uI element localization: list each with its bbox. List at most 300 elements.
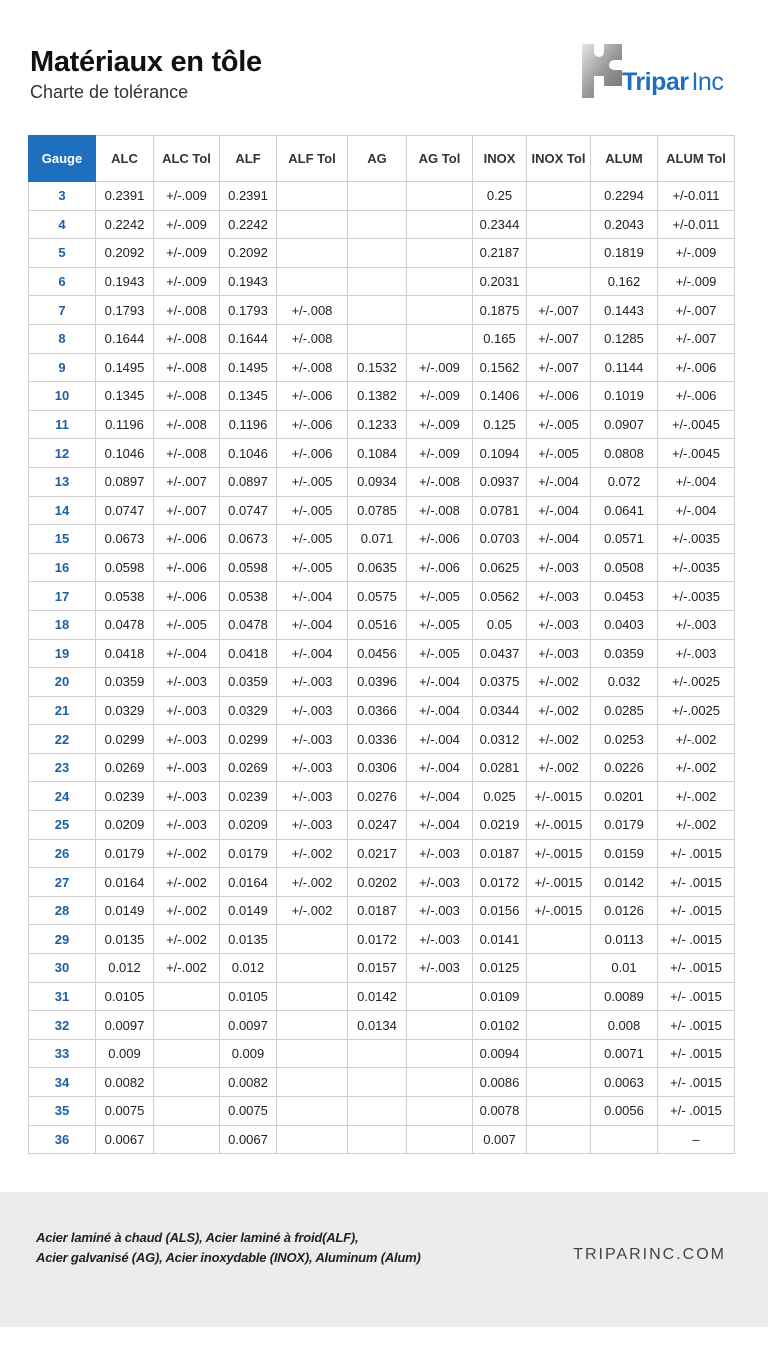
cell-alc: 0.1644 (96, 324, 154, 353)
cell-ag-tol (407, 210, 473, 239)
cell-ag (348, 1039, 407, 1068)
cell-inox-tol: +/-.005 (527, 439, 591, 468)
cell-alc-tol: +/-.002 (154, 839, 220, 868)
cell-alf-tol (277, 1125, 348, 1154)
cell-alf-tol: +/-.006 (277, 410, 348, 439)
cell-ag-tol: +/-.009 (407, 382, 473, 411)
cell-inox: 0.0562 (473, 582, 527, 611)
table-row (29, 725, 735, 754)
cell-alc-tol: +/-.002 (154, 868, 220, 897)
cell-ag: 0.0516 (348, 610, 407, 639)
cell-alf-tol: +/-.003 (277, 668, 348, 697)
cell-ag: 0.0934 (348, 467, 407, 496)
cell-gauge: 12 (29, 439, 96, 468)
cell-alc: 0.1495 (96, 353, 154, 382)
cell-alum-tol: +/- .0015 (658, 839, 735, 868)
cell-alc-tol: +/-.006 (154, 553, 220, 582)
cell-ag: 0.0306 (348, 753, 407, 782)
cell-alum: 0.0126 (591, 896, 658, 925)
cell-alf-tol: +/-.003 (277, 753, 348, 782)
cell-alum: 0.1443 (591, 296, 658, 325)
cell-alf: 0.0329 (220, 696, 277, 725)
cell-alf: 0.1943 (220, 267, 277, 296)
cell-alum-tol: +/- .0015 (658, 1068, 735, 1097)
table-row (29, 410, 735, 439)
cell-alum-tol: +/-.0035 (658, 525, 735, 554)
cell-inox-tol: +/-.0015 (527, 868, 591, 897)
cell-alf-tol (277, 1011, 348, 1040)
cell-alum-tol: +/-.0025 (658, 668, 735, 697)
cell-ag-tol: +/-.008 (407, 467, 473, 496)
cell-inox: 0.0172 (473, 868, 527, 897)
cell-inox-tol: +/-.003 (527, 553, 591, 582)
cell-alum: 0.0359 (591, 639, 658, 668)
cell-alf: 0.0478 (220, 610, 277, 639)
cell-alum: 0.0201 (591, 782, 658, 811)
cell-alc-tol: +/-.009 (154, 267, 220, 296)
cell-ag-tol: +/-.009 (407, 439, 473, 468)
cell-ag (348, 267, 407, 296)
cell-alf: 0.0067 (220, 1125, 277, 1154)
table-row (29, 467, 735, 496)
logo-brand-text: Tripar (622, 68, 689, 96)
cell-ag-tol: +/-.005 (407, 610, 473, 639)
cell-inox: 0.1406 (473, 382, 527, 411)
cell-alc: 0.2092 (96, 239, 154, 268)
cell-ag: 0.0635 (348, 553, 407, 582)
cell-alc-tol: +/-.002 (154, 954, 220, 983)
cell-inox-tol: +/-.006 (527, 382, 591, 411)
cell-inox: 0.0102 (473, 1011, 527, 1040)
cell-alum: 0.1144 (591, 353, 658, 382)
cell-alum-tol: +/- .0015 (658, 982, 735, 1011)
cell-inox-tol (527, 1068, 591, 1097)
cell-alum: 0.01 (591, 954, 658, 983)
cell-inox: 0.0281 (473, 753, 527, 782)
cell-ag-tol (407, 1068, 473, 1097)
cell-alum: 0.162 (591, 267, 658, 296)
cell-alc: 0.0747 (96, 496, 154, 525)
cell-gauge: 20 (29, 668, 96, 697)
cell-alf-tol: +/-.003 (277, 696, 348, 725)
cell-inox: 0.2187 (473, 239, 527, 268)
cell-ag (348, 1125, 407, 1154)
logo-inc-text: Inc (691, 68, 724, 96)
cell-alf: 0.0239 (220, 782, 277, 811)
cell-alc-tol: +/-.003 (154, 782, 220, 811)
cell-alum-tol: +/-.0045 (658, 410, 735, 439)
cell-inox-tol: +/-.004 (527, 467, 591, 496)
cell-alf-tol: +/-.006 (277, 439, 348, 468)
cell-alc: 0.1793 (96, 296, 154, 325)
cell-gauge: 5 (29, 239, 96, 268)
cell-alc: 0.1196 (96, 410, 154, 439)
col-header-ag: AG (348, 136, 407, 182)
cell-alum-tol: +/-0.011 (658, 210, 735, 239)
cell-alc: 0.0209 (96, 811, 154, 840)
cell-inox: 0.0078 (473, 1097, 527, 1126)
cell-inox-tol: +/-.002 (527, 696, 591, 725)
cell-gauge: 16 (29, 553, 96, 582)
cell-alc-tol: +/-.006 (154, 582, 220, 611)
cell-ag-tol: +/-.005 (407, 639, 473, 668)
cell-ag (348, 239, 407, 268)
cell-alum-tol: +/-.003 (658, 639, 735, 668)
cell-ag-tol: +/-.003 (407, 868, 473, 897)
cell-alf-tol: +/-.003 (277, 725, 348, 754)
cell-inox-tol: +/-.003 (527, 610, 591, 639)
cell-inox-tol: +/-.007 (527, 353, 591, 382)
cell-gauge: 22 (29, 725, 96, 754)
page-subtitle: Charte de tolérance (30, 82, 189, 102)
cell-gauge: 14 (29, 496, 96, 525)
cell-alc-tol (154, 1068, 220, 1097)
cell-alc-tol: +/-.003 (154, 811, 220, 840)
cell-alf: 0.0164 (220, 868, 277, 897)
col-header-alum: ALUM (591, 136, 658, 182)
cell-alum (591, 1125, 658, 1154)
cell-ag-tol: +/-.003 (407, 896, 473, 925)
cell-inox: 0.0187 (473, 839, 527, 868)
cell-alf: 0.1495 (220, 353, 277, 382)
cell-gauge: 15 (29, 525, 96, 554)
cell-alum: 0.0453 (591, 582, 658, 611)
cell-alum: 0.008 (591, 1011, 658, 1040)
cell-inox: 0.25 (473, 182, 527, 211)
cell-alf-tol: +/-.006 (277, 382, 348, 411)
cell-alc-tol (154, 1011, 220, 1040)
cell-alum: 0.1819 (591, 239, 658, 268)
col-header-alf-tol: ALF Tol (277, 136, 348, 182)
cell-inox: 0.0703 (473, 525, 527, 554)
cell-ag: 0.0336 (348, 725, 407, 754)
cell-alc: 0.0149 (96, 896, 154, 925)
cell-alf: 0.1046 (220, 439, 277, 468)
table-row (29, 1125, 735, 1154)
cell-alf: 0.1644 (220, 324, 277, 353)
cell-inox: 0.0375 (473, 668, 527, 697)
cell-alc-tol: +/-.009 (154, 239, 220, 268)
cell-gauge: 11 (29, 410, 96, 439)
cell-alf-tol: +/-.002 (277, 896, 348, 925)
cell-alum: 0.0571 (591, 525, 658, 554)
cell-inox: 0.1562 (473, 353, 527, 382)
cell-inox-tol: +/-.002 (527, 753, 591, 782)
cell-alc: 0.0329 (96, 696, 154, 725)
col-header-alum-tol: ALUM Tol (658, 136, 735, 182)
cell-alc: 0.0082 (96, 1068, 154, 1097)
col-header-alc: ALC (96, 136, 154, 182)
cell-ag-tol: +/-.004 (407, 668, 473, 697)
cell-ag: 0.0172 (348, 925, 407, 954)
cell-alf: 0.0299 (220, 725, 277, 754)
cell-ag-tol (407, 1039, 473, 1068)
cell-alf-tol: +/-.005 (277, 553, 348, 582)
cell-inox: 0.0437 (473, 639, 527, 668)
cell-inox: 0.0141 (473, 925, 527, 954)
cell-alc-tol: +/-.008 (154, 410, 220, 439)
cell-alf-tol (277, 1068, 348, 1097)
cell-alum: 0.0113 (591, 925, 658, 954)
cell-alum-tol: +/- .0015 (658, 1039, 735, 1068)
cell-inox-tol: +/-.007 (527, 296, 591, 325)
cell-gauge: 6 (29, 267, 96, 296)
cell-alc-tol (154, 1125, 220, 1154)
cell-alf: 0.0269 (220, 753, 277, 782)
cell-alc: 0.0478 (96, 610, 154, 639)
cell-alc-tol: +/-.005 (154, 610, 220, 639)
cell-ag-tol: +/-.004 (407, 782, 473, 811)
cell-gauge: 26 (29, 839, 96, 868)
cell-alum-tol: +/- .0015 (658, 1011, 735, 1040)
cell-alum-tol: +/-.002 (658, 753, 735, 782)
cell-ag-tol (407, 324, 473, 353)
cell-alc: 0.1046 (96, 439, 154, 468)
cell-gauge: 23 (29, 753, 96, 782)
cell-alf-tol (277, 1039, 348, 1068)
cell-alum: 0.072 (591, 467, 658, 496)
cell-alf-tol: +/-.003 (277, 782, 348, 811)
cell-alc: 0.0269 (96, 753, 154, 782)
table-row (29, 868, 735, 897)
cell-alf: 0.1196 (220, 410, 277, 439)
cell-alc: 0.2242 (96, 210, 154, 239)
cell-alf: 0.2391 (220, 182, 277, 211)
cell-inox-tol (527, 925, 591, 954)
cell-ag-tol (407, 1097, 473, 1126)
page-title: Matériaux en tôle (30, 46, 262, 78)
table-row (29, 553, 735, 582)
col-header-alc-tol: ALC Tol (154, 136, 220, 182)
cell-ag (348, 1068, 407, 1097)
cell-alc-tol: +/-.008 (154, 353, 220, 382)
table-row (29, 1011, 735, 1040)
cell-alf-tol: +/-.005 (277, 496, 348, 525)
cell-inox: 0.0086 (473, 1068, 527, 1097)
cell-inox: 0.125 (473, 410, 527, 439)
cell-gauge: 25 (29, 811, 96, 840)
cell-alum-tol: +/-.006 (658, 353, 735, 382)
cell-alc-tol (154, 1097, 220, 1126)
cell-inox-tol (527, 210, 591, 239)
cell-inox: 0.2031 (473, 267, 527, 296)
cell-alc: 0.0164 (96, 868, 154, 897)
cell-alum-tol: +/-.004 (658, 467, 735, 496)
cell-inox-tol: +/-.004 (527, 496, 591, 525)
cell-ag (348, 182, 407, 211)
cell-alum-tol: – (658, 1125, 735, 1154)
cell-inox-tol (527, 267, 591, 296)
cell-ag (348, 210, 407, 239)
cell-alc: 0.0105 (96, 982, 154, 1011)
cell-ag: 0.0217 (348, 839, 407, 868)
table-row (29, 696, 735, 725)
cell-alum: 0.0179 (591, 811, 658, 840)
cell-alf-tol: +/-.005 (277, 467, 348, 496)
cell-ag-tol (407, 982, 473, 1011)
cell-alc: 0.0067 (96, 1125, 154, 1154)
table-row (29, 210, 735, 239)
cell-alc-tol: +/-.003 (154, 668, 220, 697)
cell-alf-tol: +/-.002 (277, 839, 348, 868)
cell-alum-tol: +/-.007 (658, 324, 735, 353)
cell-alc: 0.1345 (96, 382, 154, 411)
cell-ag: 0.0366 (348, 696, 407, 725)
cell-alf: 0.0135 (220, 925, 277, 954)
cell-alf-tol: +/-.003 (277, 811, 348, 840)
cell-inox-tol: +/-.0015 (527, 896, 591, 925)
cell-gauge: 7 (29, 296, 96, 325)
cell-ag-tol: +/-.003 (407, 839, 473, 868)
cell-alc: 0.0135 (96, 925, 154, 954)
cell-inox: 0.1094 (473, 439, 527, 468)
cell-alc: 0.0598 (96, 553, 154, 582)
cell-alc-tol: +/-.009 (154, 182, 220, 211)
cell-alf: 0.0747 (220, 496, 277, 525)
table-row (29, 182, 735, 211)
cell-inox-tol: +/-.003 (527, 582, 591, 611)
cell-inox: 0.0625 (473, 553, 527, 582)
cell-inox: 0.0094 (473, 1039, 527, 1068)
cell-ag: 0.0276 (348, 782, 407, 811)
table-row (29, 896, 735, 925)
tripar-logo-icon (580, 42, 624, 100)
cell-alf: 0.0673 (220, 525, 277, 554)
cell-alf: 0.0897 (220, 467, 277, 496)
table-row (29, 525, 735, 554)
cell-inox: 0.0781 (473, 496, 527, 525)
cell-inox-tol (527, 239, 591, 268)
cell-alc: 0.012 (96, 954, 154, 983)
table-row (29, 839, 735, 868)
cell-alf-tol: +/-.004 (277, 582, 348, 611)
cell-alf: 0.1793 (220, 296, 277, 325)
cell-ag: 0.0187 (348, 896, 407, 925)
cell-alf: 0.0418 (220, 639, 277, 668)
cell-alc-tol: +/-.008 (154, 382, 220, 411)
cell-alum-tol: +/- .0015 (658, 1097, 735, 1126)
cell-alf-tol: +/-.008 (277, 324, 348, 353)
cell-ag: 0.0456 (348, 639, 407, 668)
cell-ag-tol (407, 1011, 473, 1040)
cell-inox-tol: +/-.002 (527, 668, 591, 697)
cell-alum-tol: +/-.0025 (658, 696, 735, 725)
table-row (29, 668, 735, 697)
cell-gauge: 8 (29, 324, 96, 353)
cell-alum-tol: +/-0.011 (658, 182, 735, 211)
cell-alc: 0.1943 (96, 267, 154, 296)
table-header-row (29, 136, 735, 182)
cell-alum: 0.0056 (591, 1097, 658, 1126)
cell-ag: 0.1382 (348, 382, 407, 411)
cell-ag-tol: +/-.009 (407, 353, 473, 382)
table-row (29, 324, 735, 353)
cell-inox: 0.025 (473, 782, 527, 811)
cell-inox-tol: +/-.003 (527, 639, 591, 668)
cell-alf: 0.2092 (220, 239, 277, 268)
cell-inox-tol (527, 1039, 591, 1068)
cell-alc: 0.0239 (96, 782, 154, 811)
cell-alc-tol: +/-.008 (154, 296, 220, 325)
cell-alf-tol: +/-.004 (277, 639, 348, 668)
footer (0, 1192, 768, 1327)
cell-inox-tol (527, 1097, 591, 1126)
cell-alc-tol: +/-.008 (154, 439, 220, 468)
cell-alf: 0.0359 (220, 668, 277, 697)
cell-alum-tol: +/-.009 (658, 267, 735, 296)
cell-inox: 0.007 (473, 1125, 527, 1154)
cell-inox: 0.0219 (473, 811, 527, 840)
cell-alc-tol: +/-.006 (154, 525, 220, 554)
cell-gauge: 3 (29, 182, 96, 211)
cell-alum-tol: +/-.006 (658, 382, 735, 411)
cell-ag: 0.1532 (348, 353, 407, 382)
tripar-logo (580, 42, 740, 104)
cell-gauge: 18 (29, 610, 96, 639)
cell-alum: 0.1019 (591, 382, 658, 411)
cell-alc-tol: +/-.008 (154, 324, 220, 353)
cell-alum-tol: +/- .0015 (658, 868, 735, 897)
tolerance-table (28, 135, 735, 1154)
legend-line-2: Acier galvanisé (AG), Acier inoxydable (INOX), Aluminum (Alum) (36, 1250, 421, 1265)
cell-ag-tol: +/-.004 (407, 753, 473, 782)
cell-inox: 0.0109 (473, 982, 527, 1011)
cell-alc-tol: +/-.009 (154, 210, 220, 239)
cell-alf-tol (277, 182, 348, 211)
cell-inox: 0.165 (473, 324, 527, 353)
cell-alum: 0.0253 (591, 725, 658, 754)
cell-alum: 0.0508 (591, 553, 658, 582)
cell-ag: 0.0134 (348, 1011, 407, 1040)
cell-inox-tol: +/-.007 (527, 324, 591, 353)
cell-inox-tol (527, 182, 591, 211)
cell-alf-tol (277, 925, 348, 954)
cell-inox: 0.0344 (473, 696, 527, 725)
cell-ag-tol (407, 182, 473, 211)
table-row (29, 353, 735, 382)
cell-alf-tol (277, 954, 348, 983)
cell-ag-tol: +/-.008 (407, 496, 473, 525)
cell-gauge: 19 (29, 639, 96, 668)
cell-ag: 0.1233 (348, 410, 407, 439)
cell-ag-tol (407, 1125, 473, 1154)
cell-alum: 0.2043 (591, 210, 658, 239)
col-header-inox: INOX (473, 136, 527, 182)
cell-inox: 0.05 (473, 610, 527, 639)
cell-alf-tol (277, 239, 348, 268)
cell-inox: 0.2344 (473, 210, 527, 239)
cell-ag-tol: +/-.004 (407, 811, 473, 840)
cell-alum-tol: +/-.002 (658, 811, 735, 840)
cell-alum: 0.0808 (591, 439, 658, 468)
cell-ag: 0.071 (348, 525, 407, 554)
col-header-gauge: Gauge (29, 136, 96, 182)
cell-alc: 0.0897 (96, 467, 154, 496)
cell-alum-tol: +/-.007 (658, 296, 735, 325)
cell-inox: 0.0937 (473, 467, 527, 496)
cell-inox: 0.1875 (473, 296, 527, 325)
cell-alf: 0.0598 (220, 553, 277, 582)
cell-alf-tol: +/-.005 (277, 525, 348, 554)
cell-alum: 0.0142 (591, 868, 658, 897)
cell-gauge: 35 (29, 1097, 96, 1126)
cell-alum-tol: +/-.002 (658, 725, 735, 754)
cell-alf: 0.009 (220, 1039, 277, 1068)
cell-alf: 0.1345 (220, 382, 277, 411)
cell-alum: 0.0159 (591, 839, 658, 868)
table-row (29, 296, 735, 325)
cell-inox-tol (527, 1125, 591, 1154)
